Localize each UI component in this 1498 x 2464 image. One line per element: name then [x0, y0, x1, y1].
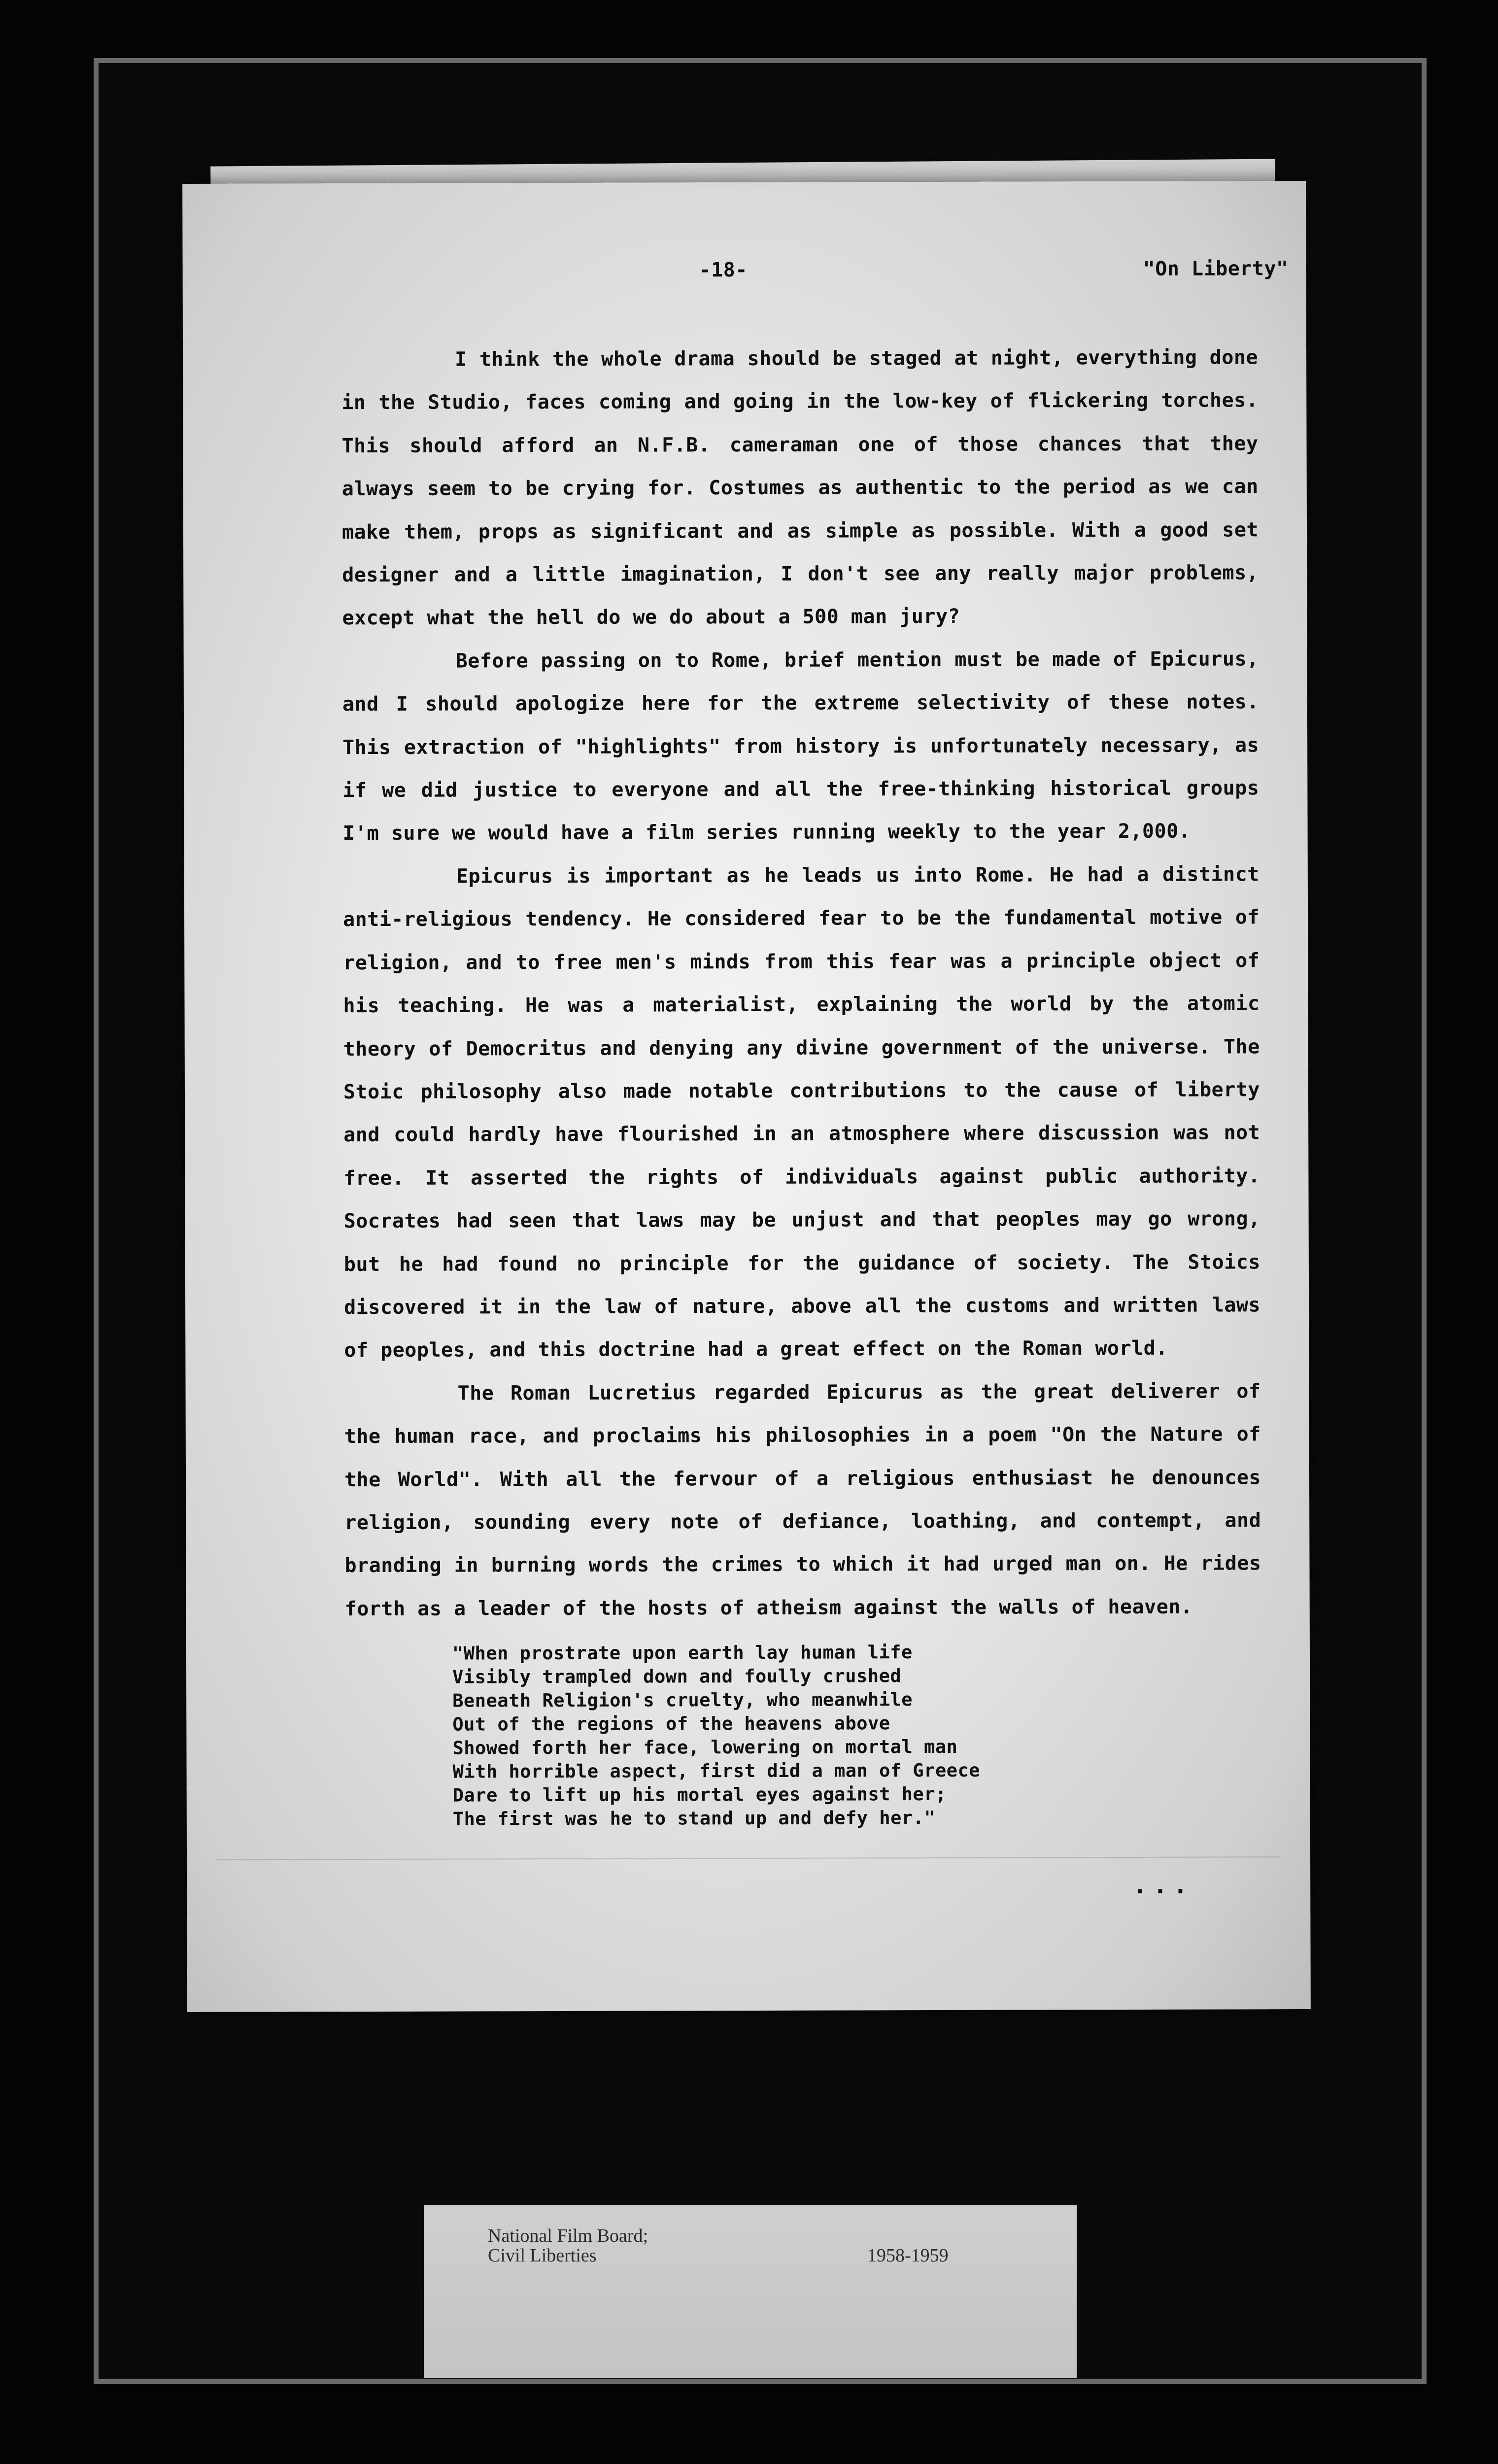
paragraph-2: Before passing on to Rome, brief mention must be made of Epicurus, and I should apologize here for the extreme selectivity of these notes. This extraction of "highlights" from history is unfortunately necessary, as if we did justice to everyone and all the free-thinking historical groups I'm sure we would have a film series running weekly to the year 2,000. — [342, 648, 1260, 845]
label-years: 1958-1959 — [867, 2245, 949, 2266]
continuation-marker: ... — [1133, 1871, 1193, 1899]
paragraph-4: The Roman Lucretius regarded Epicurus as the great deliverer of the human race, and proclaims his philosophies in a poem "On the Nature of the World". With all the fervour of a religious enthusiast he denounces religion, sounding every note of defiance, loathing, and contempt, and branding in burning words the crimes to which it had urged man on. He rides forth as a leader of the hosts of atheism against the walls of heaven. — [344, 1380, 1261, 1620]
verse-line: "When prostrate upon earth lay human life — [452, 1642, 913, 1664]
typed-page — [182, 181, 1311, 2012]
paragraph-1: I think the whole drama should be staged at night, everything done in the Studio, faces coming and going in the low-key of flickering torches. This should afford an N.F.B. cameraman one of those chances that they always seem to be crying for. Costumes as authentic to the period as we can make them, props as significant and as simple as possible. With a good set designer and a little imagination, I don't see any really major problems, except what the hell do we do about a 500 man jury? — [341, 346, 1259, 630]
archive-label — [424, 2205, 1077, 2378]
paragraph-3: Epicurus is important as he leads us into Rome. He had a distinct anti-religious tendency. He considered fear to be the fundamental motive of religion, and to free men's minds from this fear was a principle object of his teaching. He was a materialist, explaining the world by the atomic theory of Democritus and denying any divine government of the universe. The Stoic philosophy also made notable contributions to the cause of liberty and could hardly have flourished in an atmosphere where discussion was not free. It asserted the rights of individuals against public authority. Socrates had seen that laws may be unjust and that peoples may go wrong, but he had found no principle for the guidance of society. The Stoics discovered it in the law of nature, above all the customs and written laws of peoples, and this doctrine had a great effect on the Roman world. — [342, 863, 1261, 1362]
verse-quotation — [452, 1641, 980, 1831]
verse-line: The first was he to stand up and defy her." — [452, 1807, 936, 1830]
page-number: -18- — [699, 258, 748, 282]
verse-line: Beneath Religion's cruelty, who meanwhile — [452, 1689, 913, 1711]
label-organization: National Film Board; — [488, 2225, 648, 2246]
verse-line: Visibly trampled down and foully crushed — [452, 1665, 902, 1688]
verse-line: With horrible aspect, first did a man of Greece — [452, 1759, 981, 1782]
running-title: "On Liberty" — [1143, 257, 1289, 280]
body-text — [341, 336, 1261, 1631]
verse-line: Showed forth her face, lowering on mortal man — [452, 1736, 958, 1759]
verse-line: Dare to lift up his mortal eyes against her; — [452, 1783, 947, 1806]
page-fold-line — [216, 1856, 1281, 1860]
label-subject: Civil Liberties — [488, 2245, 597, 2266]
verse-line: Out of the regions of the heavens above — [452, 1712, 890, 1735]
